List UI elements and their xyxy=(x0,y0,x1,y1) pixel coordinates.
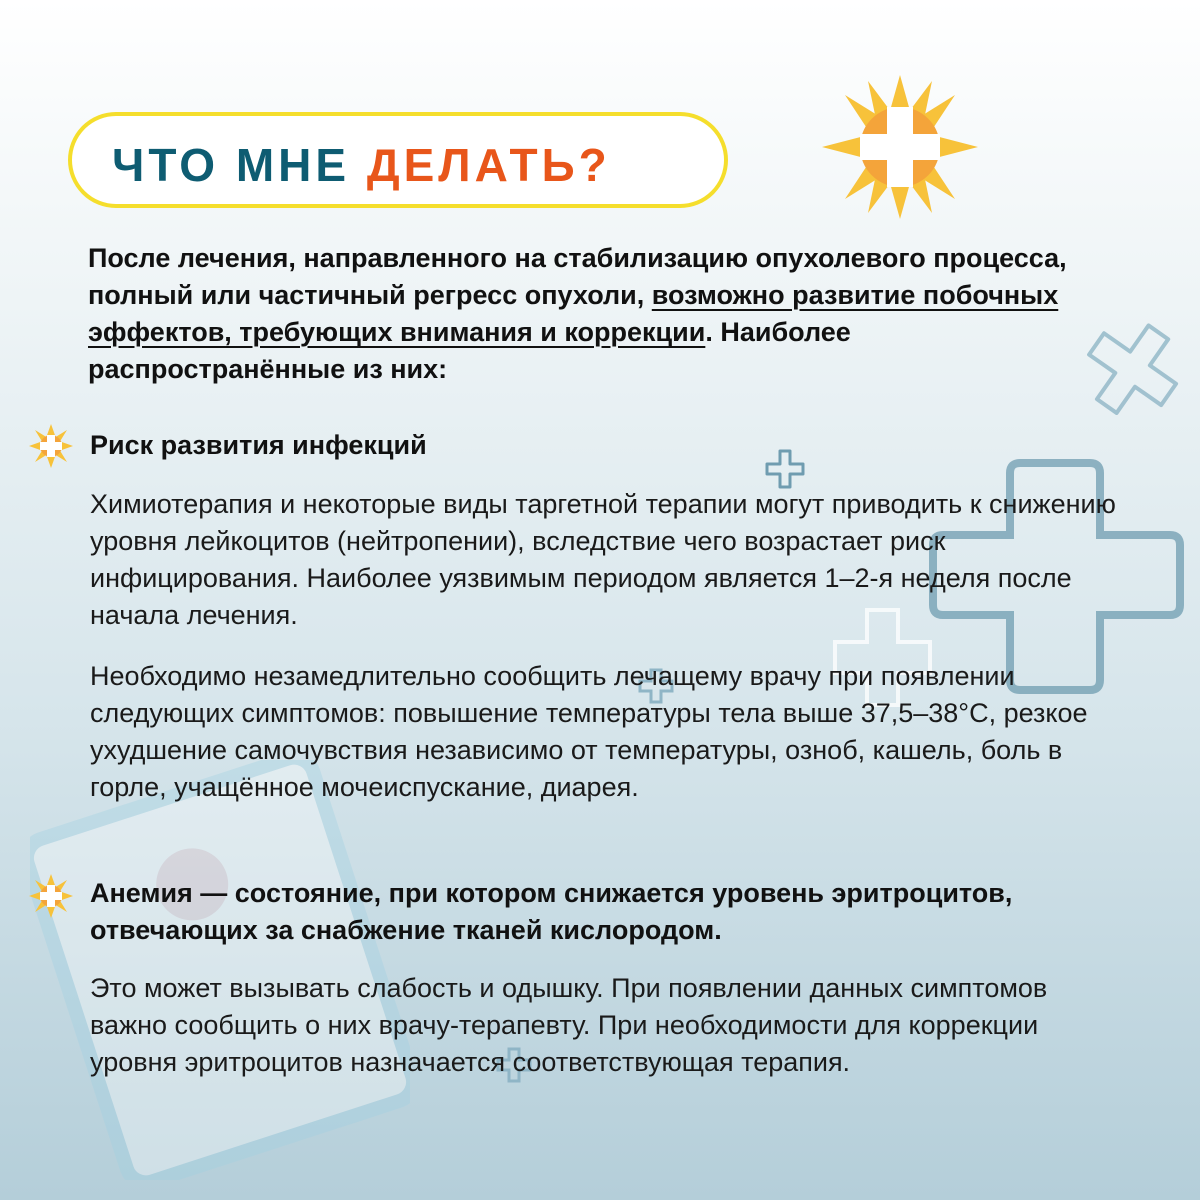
section-paragraph: Необходимо незамедлительно сообщить лечащему врачу при появлении следующих симптомов: повышение температуры тела выше 37,5–38°C, резкое ухудшение самочувствия независимо от температуры, озноб, кашель, боль в горле, учащённое мочеиспускание, диарея. xyxy=(90,661,1088,802)
section-heading-infections: Риск развития инфекций xyxy=(90,430,427,460)
section-paragraph: Это может вызывать слабость и одышку. При появлении данных симптомов важно сообщить о них врачу-терапевту. При необходимости для коррекции уровня эритроцитов назначается соответствующая терапия. xyxy=(90,973,1048,1077)
intro-paragraph xyxy=(88,240,1078,388)
bullet-star-icon xyxy=(28,873,74,919)
intro-underlined-text: возможно развитие побочных эффектов, требующих внимания и коррекции xyxy=(88,280,1059,347)
intro-text: После лечения, направленного на стабилизацию опухолевого процесса, полный или частичный регресс опухоли, xyxy=(88,243,1067,310)
title-part-2: ДЕЛАТЬ? xyxy=(366,139,611,191)
intro-text-end: . Наиболее распространённые из них: xyxy=(88,317,851,384)
section-heading-anemia: Анемия — состояние, при котором снижается уровень эритроцитов, отвечающих за снабжение тканей кислородом. xyxy=(90,878,1013,945)
sunburst-cross-icon xyxy=(815,72,985,222)
section-paragraph: Химиотерапия и некоторые виды таргетной терапии могут приводить к снижению уровня лейкоцитов (нейтропении), вследствие чего возрастает риск инфицирования. Наиболее уязвимым периодом является 1–2-я неделя после начала лечения. xyxy=(90,489,1116,630)
page-title xyxy=(112,138,611,192)
bullet-star-icon xyxy=(28,423,74,469)
title-part-1: ЧТО МНЕ xyxy=(112,139,351,191)
tilted-cross-outline-icon xyxy=(1070,310,1195,430)
